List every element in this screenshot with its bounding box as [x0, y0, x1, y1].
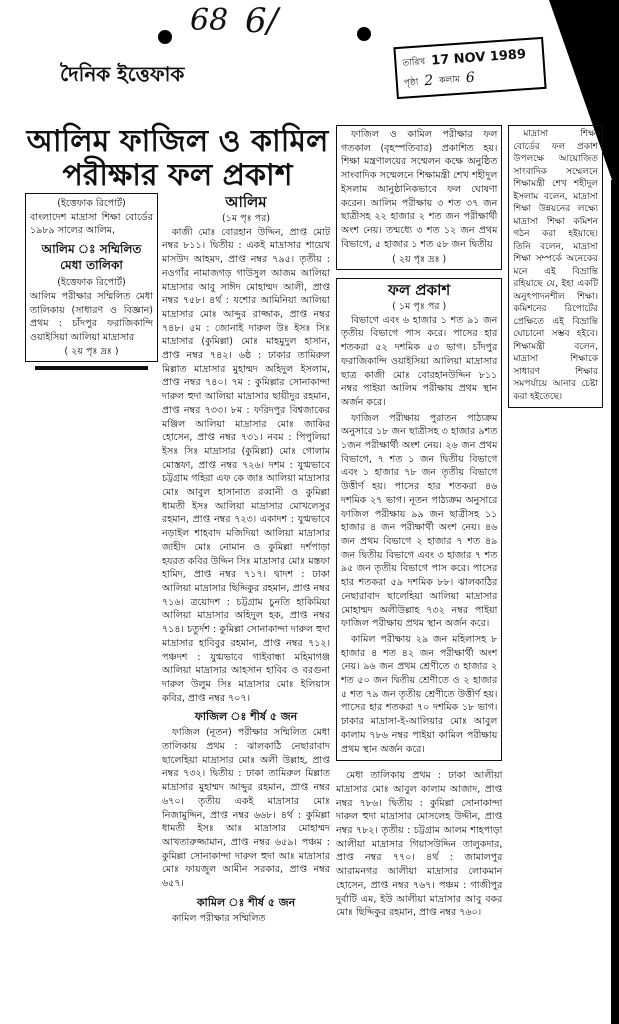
stamp-date: 17 NOV 1989	[430, 46, 527, 69]
result-box	[336, 278, 502, 761]
continued-from: (১ম পৃঃ পর)	[221, 213, 271, 224]
news-column	[336, 125, 502, 922]
headline-line-1: আলিম ফাজিল ও কামিল	[26, 124, 329, 159]
kamil-result-text: কামিল পরীক্ষায় ২৯ জন মহিলাসহ ৮ হাজার ৪ শত ৪২ জন পরীক্ষার্থী অংশ নেয়। ৯৬ জন প্রথম শ্রেণীতে ৩ হাজার ২ শত ৫০ জন দ্বিতীয় শ্রেণীতে ও ২ হাজার ৫ শত ৭৯ জন তৃতীয় শ্রেণীতে উত্তীর্ণ হয়। পাসের হার শতকরা ৭০ দশমিক ১৮ ভাগ। ঢাকার মাদ্রাসা-ই-আলিয়ার মোঃ আবুল কালাম ৭৮৬ নম্বর পাইয়া কামিল পরীক্ষায় প্রথম স্থান অর্জন করে।	[341, 633, 498, 755]
stamp-page-label: পৃষ্ঠা	[403, 77, 419, 89]
report-credit: (ইত্তেফাক রিপোর্ট)	[57, 198, 126, 209]
news-top-box	[336, 125, 502, 270]
date-stamp	[393, 37, 546, 99]
divider	[35, 366, 148, 370]
fazil-heading: ফাজিল ঃ শীর্ষ ৫ জন	[194, 710, 298, 724]
merit-list-heading: আলিম ঃ সম্মিলিত মেধা তালিকা	[41, 242, 142, 273]
newspaper-masthead: দৈনিক ইত্তেফাক	[60, 62, 185, 86]
left-box-wrap	[25, 193, 158, 370]
fazil-result-text: ফাজিল পরীক্ষায় পুরাতন পাঠ্যক্রম অনুসারে ১৮ জন ছাত্রীসহ ৩ হাজার ৯শত ১জন পরীক্ষার্থী অংশ নেয়। ২৬ জন প্রথম বিভাগে, ৭ শত ১ জন দ্বিতীয় বিভাগে এবং ১ হাজার ৭৮ জন তৃতীয় বিভাগে উত্তীর্ণ হয়। পাসের হার শতকরা ৪৬ দশমিক ২৭ ভাগ। নূতন পাঠ্যক্রম অনুসারে ফাজিল পরীক্ষায় ৯৯ জন ছাত্রীসহ ১১ হাজার ৪ জন পরীক্ষার্থী অংশ নেয়। ৪৬ জন প্রথম বিভাগে ২ হাজার ৭ শত ৪৯ জন দ্বিতীয় বিভাগে এবং ৩ হাজার ৭ শত ৯৫ জন তৃতীয় বিভাগে পাস করে। পাসের হার শতকরা ৫৯ দশমিক ৮৮। ঝালকাঠির নেছারাবাদ ছালেহিয়া আলিয়া মাদ্রাসার মোহাম্মদ অলীউল্লাহ ৭৩২ নম্বর পাইয়া ফাজিল পরীক্ষায় প্রথম স্থান অর্জন করে।	[341, 412, 498, 630]
minister-statement-text: মাদ্রাসা শিক্ষা বোর্ডের ফল প্রকাশ উপলক্ষে আয়োজিত সাংবাদিক সম্মেলনে শিক্ষামন্ত্রী শেখ শহীদুল ইসলাম বলেন, মাদ্রাসা শিক্ষা উন্নয়নের লক্ষ্যে মাদ্রাসা শিক্ষা কমিশন গঠন করা হইয়াছে। তিনি বলেন, মাদ্রাসা শিক্ষা সম্পর্কে অনেকের মনে এই বিভ্রান্তি রহিয়াছে যে, ইহা একটি অনুৎপাদনশীল শিক্ষা। কমিশনের রিপোর্টের প্রেক্ষিতে এই বিভ্রান্তি ঘোচানো সম্ভব হইবে। শিক্ষামন্ত্রী বলেন, মাদ্রাসা শিক্ষাকে সাধারণ শিক্ষার সমপর্যায়ে আনার চেষ্টা করা হইতেছে।	[513, 129, 598, 402]
article-layout	[25, 125, 603, 927]
stamp-column: 6	[465, 69, 476, 87]
kamil-heading: কামিল ঃ শীর্ষ ৫ জন	[196, 895, 296, 909]
stamp-page: 2	[423, 72, 434, 90]
merit-list-text: আলিম পরীক্ষার সম্মিলিত মেধা তালিকায় (সাধারণ ও বিজ্ঞান) প্রথম : চাঁদপুর ফরাজিকান্দি ওয়াইসিয়া আলিয়া মাদ্রাসার	[30, 290, 153, 343]
alim-heading: আলিম	[225, 193, 267, 211]
news-lead-text: ফাজিল ও কামিল পরীক্ষার ফল গতকাল (বৃহস্পতিবার) প্রকাশিত হয়। শিক্ষা মন্ত্রণালয়ের সম্মেলন কক্ষে অনুষ্ঠিত সাংবাদিক সম্মেলনে শিক্ষামন্ত্রী শেখ শহীদুল ইসলাম আনুষ্ঠানিকভাবে ফল ঘোষণা করেন। আলিম পরীক্ষায় ৩ শত ৩৭ জন ছাত্রীসহ ২২ হাজার ২ শত জন পরীক্ষার্থী অংশ নেয়। তন্মধ্যে ৩ শত ১২ জন প্রথম বিভাগে, ৫ হাজার ১ শত ৫৮ জন দ্বিতীয়	[341, 129, 498, 250]
alim-result-text: বিভাগে এবং ৬ হাজার ১ শত ৯১ জন তৃতীয় বিভাগে পাস করে। পাসের হার শতকরা ৫২ দশমিক ৫৩ ভাগ। চাঁদপুর ফরাজিকান্দি ওয়াইসিয়া আলিয়া মাদ্রাসার ছাত্র কাজী মোঃ বোরহানউদ্দিন ৮১১ নম্বর পাইয়া আলিম পরীক্ষায় প্রথম স্থান অর্জন করে।	[341, 314, 498, 408]
intro-text: বাংলাদেশ মাদ্রাসা শিক্ষা বোর্ডের ১৯৮৯ সালের আলিম,	[30, 211, 153, 237]
alim-merit-text: কাজী মোঃ বোরহান উদ্দিন, প্রাপ্ত মোট নম্বর ৮১১। দ্বিতীয় : একই মাদ্রাসার শায়েখ মাসউদ আহমদ, প্রাপ্ত নম্বর ৭৯৫। তৃতীয় : নওগাঁর নামাজগড় গাউসুল আজম আলিয়া মাদ্রাসার আবু সাঈদ মোহাম্মদ আলী, প্রাপ্ত নম্বর ৭৫৮। ৪র্থ : যশোর আমিনিয়া আলিয়া মাদ্রাসার মোঃ আব্দুর রাজ্জাক, প্রাপ্ত নম্বর ৭৪৮। ৫ম : জোনাই দারুল উঃ ইসঃ সিঃ মাদ্রাসার (কুমিল্লা) মোঃ মাহমুদুল হাসান, প্রাপ্ত নম্বর ৭৪২। ৬ষ্ঠ : ঢাকার তামিরুল মিল্লাত মাদ্রাসার মুহাম্মদ অহিদুল ইসলাম, প্রাপ্ত নম্বর ৭৪০। ৭ম : কুমিল্লার সোনাকান্দা দারুল হুদা আলিয়া মাদ্রাসার ছায়ীদুর রহমান, প্রাপ্ত নম্বর ৭৩৩। ৮ম : ফরিদপুর বিশ্বজাকের মঞ্জিল আলিয়া মাদ্রাসার মোঃ জাকির হোসেন, প্রাপ্ত নম্বর ৭৩১। নবম : পিপুলিয়া ইসঃ সিঃ মাদ্রাসার (কুমিল্লা) মোঃ গোলাম মোস্তফা, প্রাপ্ত নম্বর ৭২৬। দশম : যুগ্মভাবে চট্টগ্রাম গহিরা এফ কে জাঃ আলিয়া মাদ্রাসার মোঃ আবুল হাসানাত রব্বানী ও কুমিল্লা ধামতী ইসঃ আলিয়া মাদ্রাসার মোখলেসুর রহমান, প্রাপ্ত নম্বর ৭২৩। একাদশ : যুগ্মভাবে নড়াইল শাহবাদ মজিদিয়া আলিয়া মাদ্রাসার জাহীদ মোঃ নোমান ও কুমিল্লা দর্শপাড়া হযরত কবির উদ্দিন সিঃ মাদ্রাসার মোঃ মস্তফা হামিদ, প্রাপ্ত নম্বর ৭১৭। দ্বাদশ : ঢাকা আলিয়া মাদ্রাসার ছিদ্দিকুর রহমান, প্রাপ্ত নম্বর ৭১৬। ত্রয়োদশ : চট্টগ্রাম চুনতি হাকিমিয়া আলিয়া মাদ্রাসার অহিদুল হক, প্রাপ্ত নম্বর ৭১৪। চতুর্দশ : কুমিল্লা সোনাকান্দা দারুল হুদা মাদ্রাসার হাবিবুর রহমান, প্রাপ্ত নম্বর ৭১২। পঞ্চদশ : যুগ্মভাবে গাইবান্ধা মহিমাগঞ্জ আলিয়া মাদ্রাসার আহসান হাবিব ও বরগুনা দারুল উলুম সিঃ মাদ্রাসার মোঃ ইলিয়াস কবির, প্রাপ্ত নম্বর ৭০৭।	[162, 226, 330, 704]
handwritten-mark: 68	[190, 3, 229, 38]
left-columns	[25, 193, 330, 927]
kamil-merit-text: কামিল পরীক্ষার সম্মিলিত	[172, 912, 266, 924]
kamil-merit-text: মেধা তালিকায় প্রথম : ঢাকা আলীয়া মাদ্রাসার মোঃ আবুল কালাম আজাদ, প্রাপ্ত নম্বর ৭৮৬। দ্বিতীয় : কুমিল্লা সোনাকান্দা দারুল হুদা মাদ্রাসার মোসলেহ উদ্দীন, প্রাপ্ত নম্বর ৭৮২। তৃতীয় : চট্টগ্রাম আলম শাহপাড়া আলীয়া মাদ্রাসার গিয়াসউদ্দিন তালুকদার, প্রাপ্ত নম্বর ৭৭০। ৪র্থ : জামালপুর আরামনগর আলীয়া মাদ্রাসার লোকমান হোসেন, প্রাপ্ত নম্বর ৭৬৭। পঞ্চম : গাজীপুর দুর্বাটি এম, ইউ আলীয়া মাদ্রাসার আবু বকর মোঃ ছিদ্দিকুর রহমান, প্রাপ্ত নম্বর ৭৬০।	[336, 770, 503, 919]
fazil-merit-text: ফাজিল (নূতন) পরীক্ষার সম্মিলিত মেধা তালিকায় প্রথম : ঝালকাঠি নেছারাবাদ ছালেহিয়া মাদ্রাসার মোঃ অলী উল্লাহ, প্রাপ্ত নম্বর ৭৩২। দ্বিতীয় : ঢাকা তামিরুল মিল্লাত মাদ্রাসার মুহাম্মদ আব্দুর রহমান, প্রাপ্ত নম্বর ৬৭০। তৃতীয় একই মাদ্রাসার মোঃ নিজামুদ্দিন, প্রাপ্ত নম্বর ৬৬৮। ৪র্থ : কুমিল্লা ধামতী ইসঃ আঃ মাদ্রাসার মোহাম্মদ আখতারুজ্জামান, প্রাপ্ত নম্বর ৬৫৯। পঞ্চম : কুমিল্লা সোনাকান্দা দারুল হুদা আঃ মাদ্রাসার মোঃ ফায়জুল আমীন সরকার, প্রাপ্ত নম্বর ৬৫৭।	[162, 727, 330, 890]
left-news-box	[25, 193, 158, 362]
punch-hole	[357, 27, 371, 41]
alim-column	[162, 193, 330, 927]
minister-statement-box	[508, 125, 603, 408]
report-credit: (ইত্তেফাক রিপোর্ট)	[57, 277, 126, 289]
handwritten-mark: 6/	[245, 1, 279, 41]
headline-line-2: পরীক্ষার ফল প্রকাশ	[62, 158, 293, 193]
stamp-column-label: কলাম	[438, 74, 461, 86]
kamil-merit-column	[336, 769, 502, 922]
right-column	[508, 125, 603, 408]
result-heading: ফল প্রকাশ	[388, 281, 451, 300]
continued-from: ( ১ম পৃঃ পর )	[392, 301, 447, 313]
continued-note: ( ২য় পৃঃ দ্রঃ )	[392, 254, 447, 266]
scan-edge-strip	[611, 180, 619, 1024]
stamp-date-label: তারিখ	[402, 56, 426, 69]
punch-hole	[158, 30, 172, 44]
headline	[25, 125, 330, 193]
left-article-area	[25, 125, 330, 927]
continued-note: ( ২য় পৃঃ দ্রঃ )	[64, 345, 119, 357]
